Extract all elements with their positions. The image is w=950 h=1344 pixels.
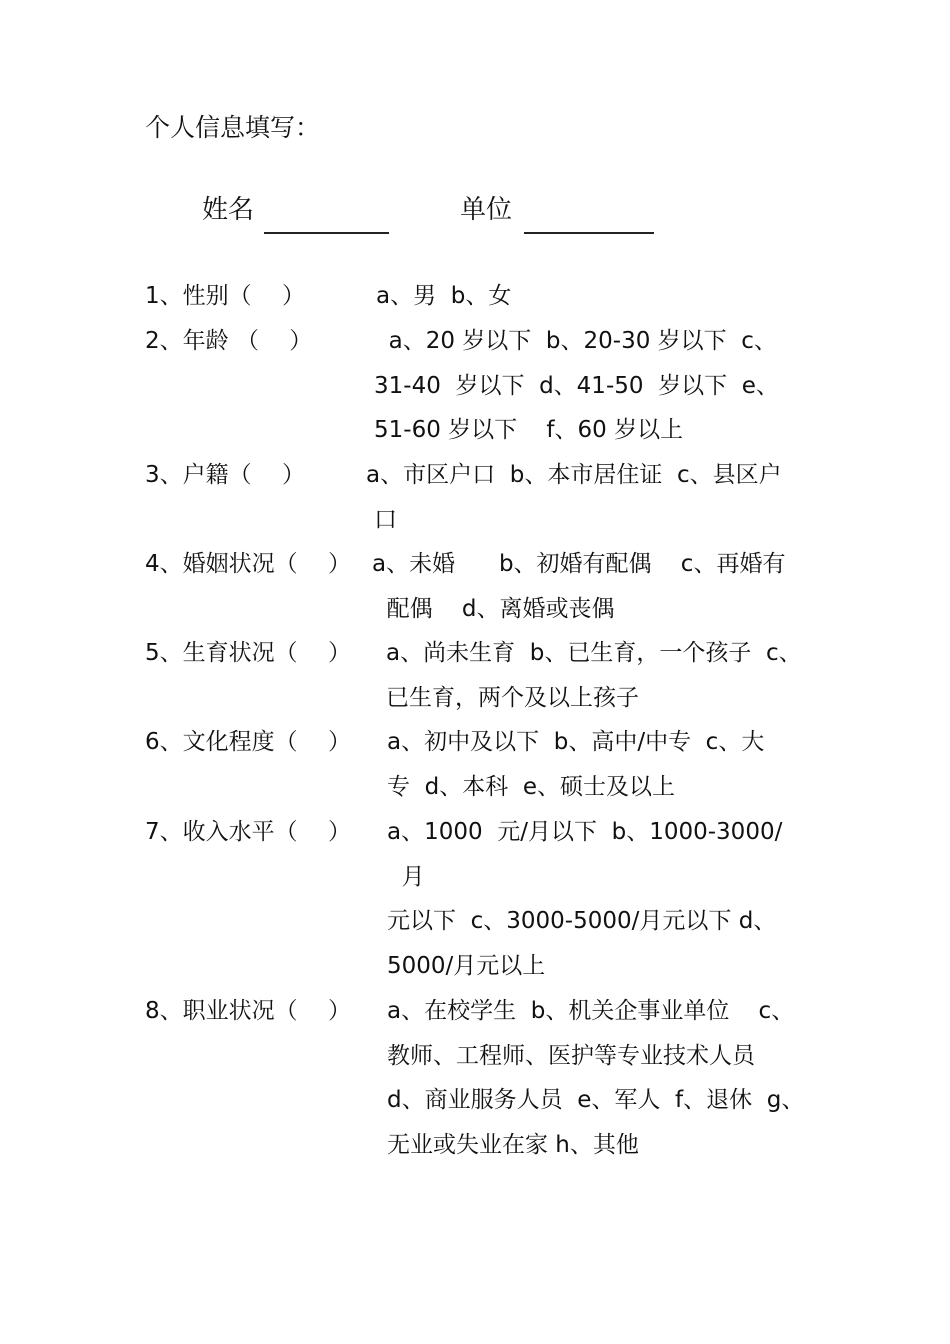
question-8-prompt: 8、职业状况（ ） <box>145 998 351 1024</box>
option-line: a、男 b、女 <box>376 283 512 309</box>
option-line: 教师、工程师、医护等专业技术人员 <box>387 1042 755 1069</box>
option-line: a、1000 元/月以下 b、1000-3000/ <box>387 819 783 845</box>
question-1-options <box>376 274 511 319</box>
page-title: 个人信息填写： <box>145 113 321 142</box>
name-blank-line[interactable] <box>264 232 389 234</box>
unit-blank-line[interactable] <box>524 232 654 234</box>
option-line: d、商业服务人员 e、军人 f、退休 g、 <box>387 1087 805 1114</box>
option-line: 专 d、本科 e、硕士及以上 <box>387 773 675 800</box>
option-line: a、20 岁以下 b、20-30 岁以下 c、 <box>374 328 777 354</box>
option-line: 已生育，两个及以上孩子 <box>386 684 639 711</box>
option-line: a、尚未生育 b、已生育，一个孩子 c、 <box>386 640 802 666</box>
option-line: a、未婚 b、初婚有配偶 c、再婚有 <box>372 551 786 577</box>
question-8-options <box>387 989 804 1167</box>
option-line: 月 <box>387 863 425 890</box>
option-line: 口 <box>374 506 397 533</box>
question-2-options <box>374 319 779 453</box>
question-6-prompt: 6、文化程度（ ） <box>145 729 351 755</box>
question-3-prompt: 3、户籍（ ） <box>145 462 305 488</box>
option-line: 5000/月元以上 <box>387 952 546 979</box>
name-label: 姓名 <box>202 195 255 225</box>
question-2-prompt: 2、年龄 （ ） <box>145 328 313 354</box>
option-line: 31-40 岁以下 d、41-50 岁以下 e、 <box>374 372 779 399</box>
option-line: 51-60 岁以下 f、60 岁以上 <box>374 417 684 444</box>
question-5-prompt: 5、生育状况（ ） <box>145 640 351 666</box>
question-6-options <box>387 720 764 809</box>
question-1-prompt: 1、性别（ ） <box>145 283 305 309</box>
option-line: 无业或失业在家 h、其他 <box>387 1131 639 1158</box>
option-line: 配偶 d、离婚或丧偶 <box>372 595 615 622</box>
option-line: 元以下 c、3000-5000/月元以下 d、 <box>387 908 777 935</box>
option-line: a、在校学生 b、机关企事业单位 c、 <box>387 998 795 1024</box>
question-7-options <box>387 810 782 988</box>
question-4-options <box>372 542 785 631</box>
option-line: a、初中及以下 b、高中/中专 c、大 <box>387 729 765 755</box>
option-line: a、市区户口 b、本市居住证 c、县区户 <box>366 462 782 488</box>
question-4-prompt: 4、婚姻状况（ ） <box>145 551 351 577</box>
question-7-prompt: 7、收入水平（ ） <box>145 819 351 845</box>
question-5-options <box>386 631 802 720</box>
unit-label: 单位 <box>460 195 513 225</box>
question-3-options <box>366 453 782 542</box>
